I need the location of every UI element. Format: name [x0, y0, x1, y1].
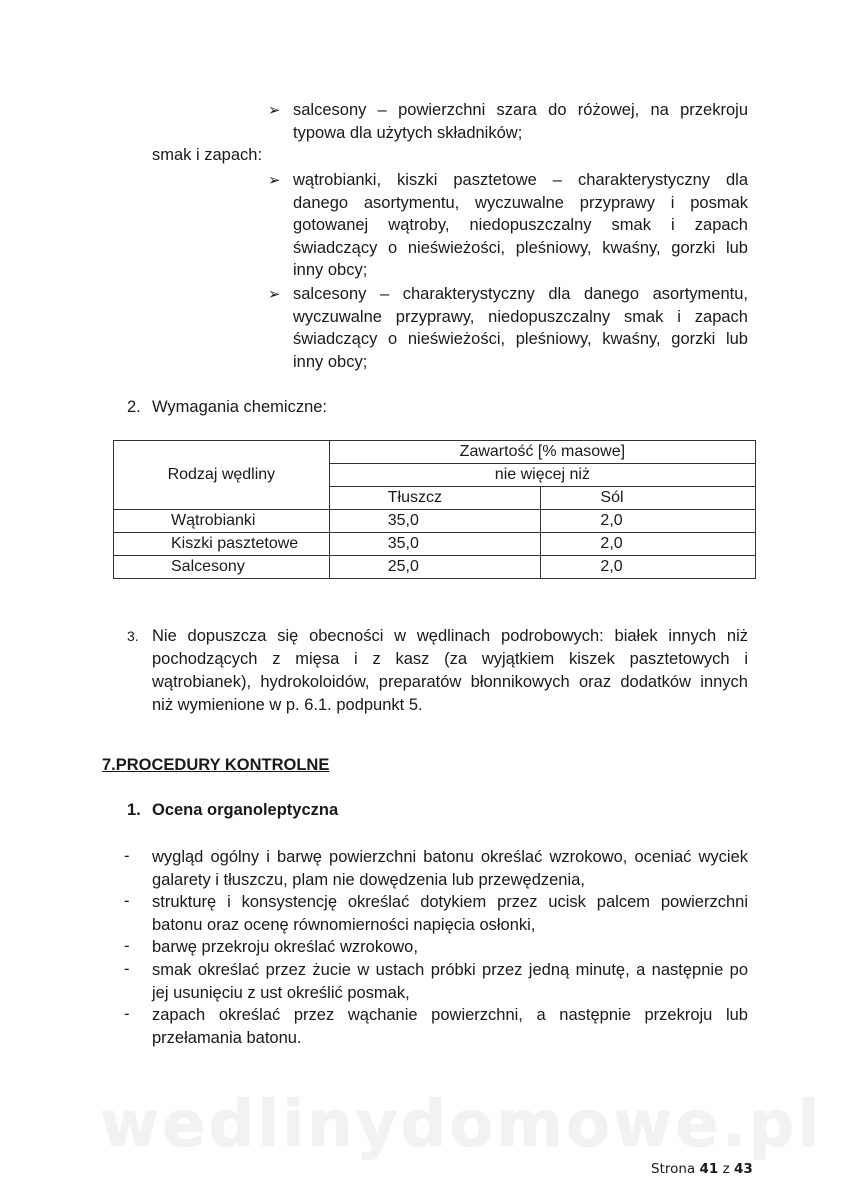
- section-number: 3.: [127, 628, 139, 644]
- bullet-text-line: typowa dla użytych składników;: [293, 123, 523, 142]
- footer-sep: z: [722, 1161, 730, 1177]
- table-row: [114, 533, 756, 556]
- bullet-text-line: świadczący o nieświeżości, pleśniowy, kwaśny, gorzki lub: [293, 238, 748, 257]
- chemical-requirements-table: [113, 440, 756, 579]
- bullet-text-line: salcesony – charakterystyczny dla danego asortymentu,: [293, 285, 748, 303]
- bullet-text-line: inny obcy;: [293, 261, 368, 279]
- table-row: [114, 556, 756, 579]
- bullet-text-line: wątrobianki, kiszki pasztetowe – charakterystyczny dla: [293, 171, 748, 189]
- section-number: 2.: [127, 398, 141, 416]
- table-cell-name: Kiszki pasztetowe: [114, 533, 330, 556]
- bullet-text-line: inny obcy;: [293, 352, 368, 371]
- footer-prefix: Strona: [651, 1161, 696, 1177]
- subsection-number: 1.: [127, 801, 141, 819]
- table-cell-name: Salcesony: [114, 556, 330, 579]
- bullet-text-line: danego asortymentu, wyczuwalne przyprawy i posmak: [293, 193, 748, 212]
- paragraph-line: niż wymienione w p. 6.1. podpunkt 5.: [152, 696, 423, 714]
- bullet-text-line: świadczący o nieświeżości, pleśniowy, kwaśny, gorzki lub: [293, 330, 748, 348]
- bullet-text-line: gotowanej wątroby, niedopuszczalny smak i zapach: [293, 216, 748, 234]
- header-cell-fat: Tłuszcz: [329, 487, 541, 510]
- header-cell-content: Zawartość [% masowe]: [329, 441, 755, 464]
- watermark: wedlinydomowe.pl: [100, 1088, 823, 1162]
- header-cell-salt: Sól: [541, 487, 756, 510]
- section-title: Wymagania chemiczne:: [152, 398, 328, 416]
- procedure-line: wygląd ogólny i barwę powierzchni batonu określać wzrokowo, oceniać wyciek: [152, 848, 748, 866]
- bullet-text-line: wyczuwalne przyprawy, niedopuszczalny smak i zapach: [293, 307, 748, 326]
- procedure-line: jej usunięciu z ust określić posmak,: [152, 983, 410, 1002]
- paragraph-line: Nie dopuszcza się obecności w wędlinach podrobowych: białek innych niż: [152, 627, 748, 645]
- dash-bullet: -: [124, 892, 130, 910]
- procedure-line: batonu oraz ocenę równomierności napięcia osłonki,: [152, 915, 536, 934]
- table-cell-salt: 2,0: [541, 510, 756, 533]
- table-cell-fat: 35,0: [329, 533, 541, 556]
- footer-total: 43: [734, 1161, 753, 1177]
- bullet-arrow-icon: ➢: [268, 172, 281, 189]
- chapter-heading: 7.PROCEDURY KONTROLNE: [102, 756, 330, 774]
- procedure-line: przełamania batonu.: [152, 1028, 302, 1047]
- bullet-arrow-icon: ➢: [268, 102, 281, 119]
- bullet-arrow-icon: ➢: [268, 286, 281, 303]
- taste-label: smak i zapach:: [152, 146, 263, 164]
- paragraph-line: wątrobianek), hydrokoloidów, preparatów błonnikowych oraz dodatków innych: [152, 673, 748, 691]
- dash-bullet: -: [124, 960, 130, 978]
- table-cell-fat: 25,0: [329, 556, 541, 579]
- procedure-line: zapach określać przez wąchanie powierzchni, a następnie przekroju lub: [152, 1006, 748, 1024]
- dash-bullet: -: [124, 1005, 130, 1023]
- procedure-line: strukturę i konsystencję określać dotykiem przez ucisk palcem powierzchni: [152, 893, 748, 911]
- paragraph-line: pochodzących z mięsa i z kasz (za wyjątkiem kiszek pasztetowych i: [152, 650, 748, 668]
- footer-page: 41: [699, 1161, 719, 1177]
- subsection-title: Ocena organoleptyczna: [152, 801, 339, 819]
- table-cell-salt: 2,0: [541, 556, 756, 579]
- bullet-text-line: salcesony – powierzchni szara do różowej, na przekroju: [293, 101, 748, 119]
- page-footer: [651, 1161, 753, 1177]
- procedure-line: galarety i tłuszczu, plam nie dowędzenia lub przewędzenia,: [152, 870, 585, 889]
- header-cell-limit: nie więcej niż: [329, 464, 755, 487]
- header-cell-type: Rodzaj wędliny: [114, 441, 330, 510]
- table-header-row: [114, 441, 756, 464]
- table-cell-name: Wątrobianki: [114, 510, 330, 533]
- procedure-line: smak określać przez żucie w ustach próbki przez jedną minutę, a następnie po: [152, 961, 748, 979]
- dash-bullet: -: [124, 847, 130, 865]
- procedure-line: barwę przekroju określać wzrokowo,: [152, 938, 418, 956]
- table-cell-salt: 2,0: [541, 533, 756, 556]
- table-row: [114, 510, 756, 533]
- dash-bullet: -: [124, 937, 130, 955]
- table-cell-fat: 35,0: [329, 510, 541, 533]
